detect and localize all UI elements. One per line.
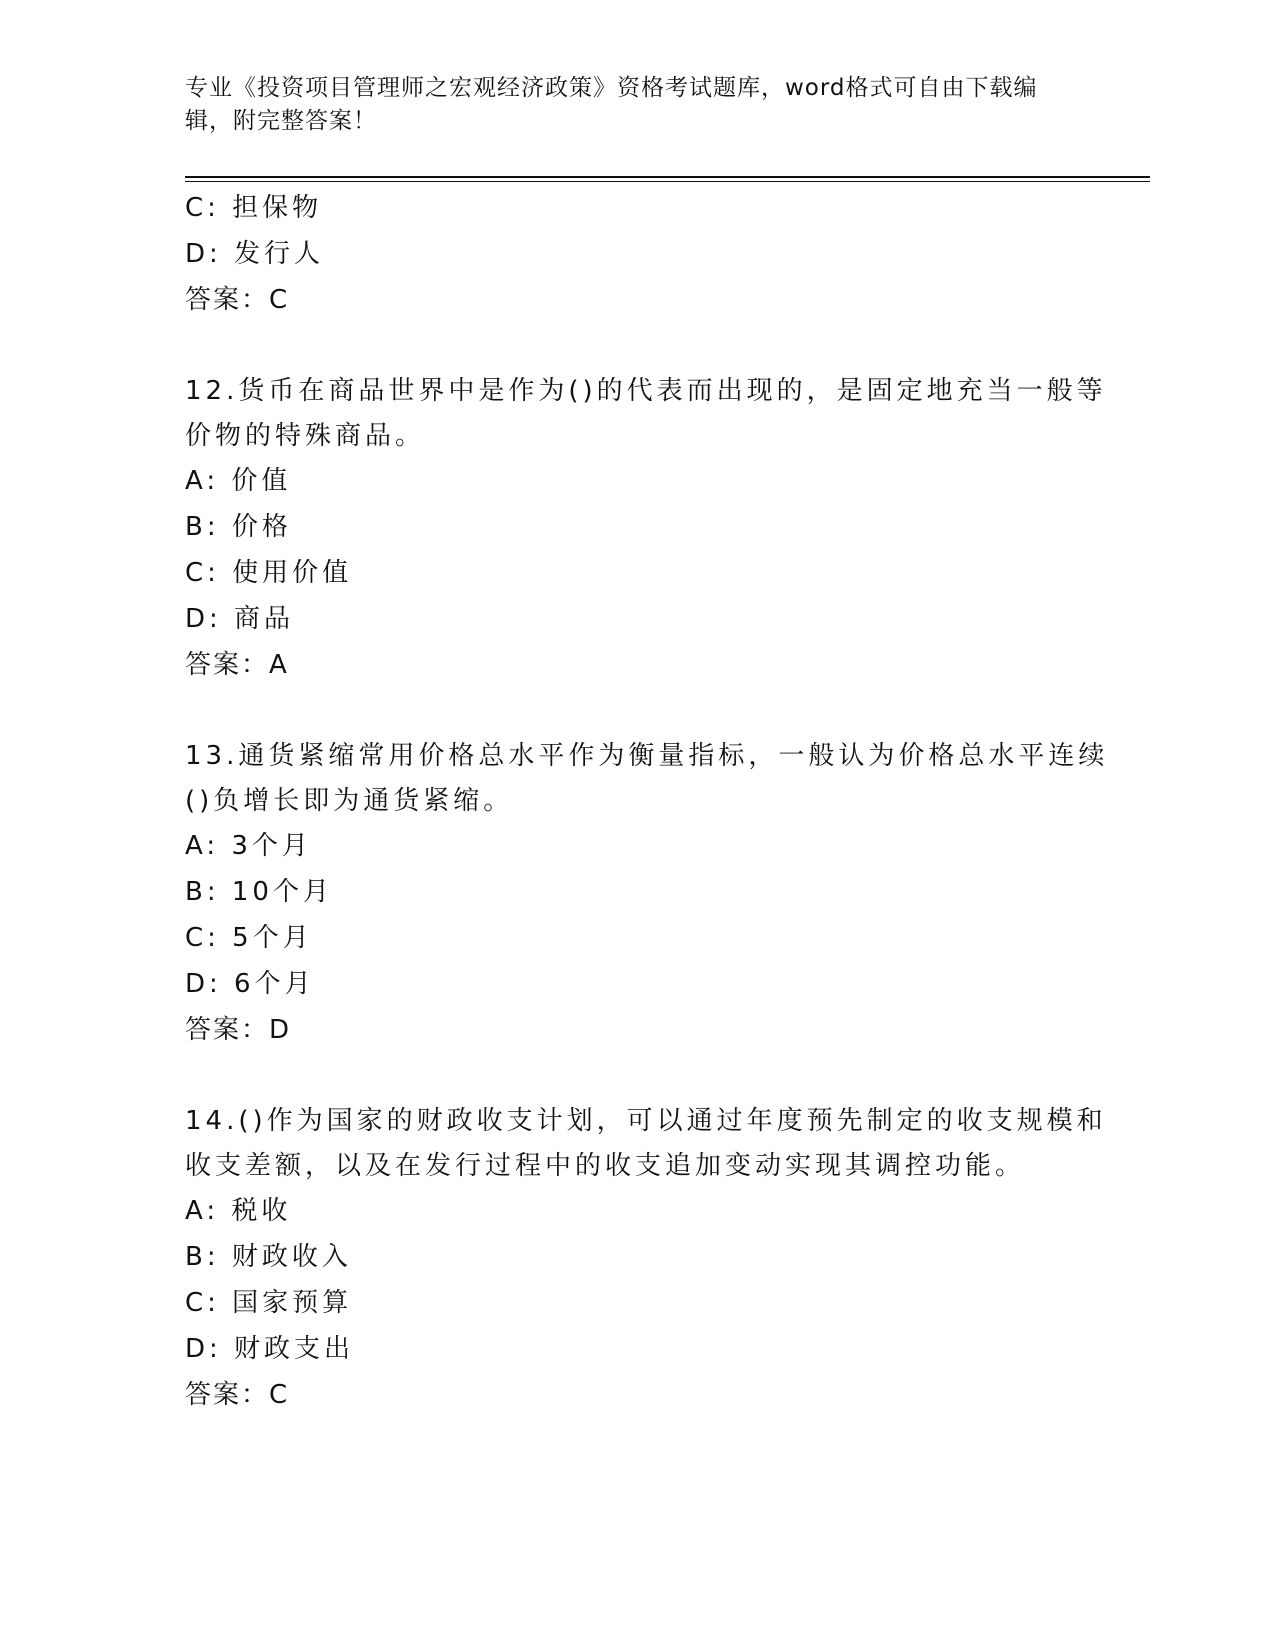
q12-option-d: D: 商品 — [185, 604, 295, 634]
q12-option-a: A: 价值 — [185, 466, 292, 496]
q12-option-c: C: 使用价值 — [185, 558, 353, 588]
question-11 — [185, 186, 1085, 324]
q12-stem-line-2: 价物的特殊商品。 — [185, 421, 426, 451]
q13-stem-line-1: 13.通货紧缩常用价格总水平作为衡量指标，一般认为价格总水平连续 — [185, 741, 1109, 771]
question-12 — [185, 369, 1107, 689]
spacer — [185, 1054, 1085, 1099]
question-13 — [185, 734, 1109, 1054]
q13-stem-line-2: ()负增长即为通货紧缩。 — [185, 786, 514, 816]
header-divider-thick — [185, 176, 1150, 178]
page-header — [185, 72, 1085, 138]
q11-answer: 答案：C — [185, 285, 290, 315]
q14-stem-line-2: 收支差额，以及在发行过程中的收支追加变动实现其调控功能。 — [185, 1151, 1026, 1181]
q14-stem-line-1: 14.()作为国家的财政收支计划，可以通过年度预先制定的收支规模和 — [185, 1106, 1107, 1136]
q14-option-b: B: 财政收入 — [185, 1242, 352, 1272]
q12-stem-line-1: 12.货币在商品世界中是作为()的代表而出现的，是固定地充当一般等 — [185, 376, 1107, 406]
q11-option-d: D: 发行人 — [185, 239, 325, 269]
question-list — [185, 186, 1109, 1419]
q13-option-b: B: 10个月 — [185, 877, 333, 907]
q13-option-d: D: 6个月 — [185, 969, 315, 999]
q11-option-c: C: 担保物 — [185, 193, 323, 223]
q13-option-a: A: 3个月 — [185, 831, 312, 861]
q12-answer: 答案：A — [185, 650, 289, 680]
q14-option-d: D: 财政支出 — [185, 1334, 355, 1364]
spacer — [185, 324, 1085, 369]
q12-option-b: B: 价格 — [185, 512, 292, 542]
q13-answer: 答案：D — [185, 1015, 292, 1045]
question-14 — [185, 1099, 1107, 1419]
header-divider-thin — [185, 181, 1150, 182]
header-line-2: 辑，附完整答案！ — [185, 108, 377, 134]
q14-answer: 答案：C — [185, 1380, 290, 1410]
header-line-1: 专业《投资项目管理师之宏观经济政策》资格考试题库，word格式可自由下载编 — [185, 75, 1038, 101]
q13-option-c: C: 5个月 — [185, 923, 313, 953]
spacer — [185, 689, 1085, 734]
q14-option-a: A: 税收 — [185, 1196, 292, 1226]
q14-option-c: C: 国家预算 — [185, 1288, 353, 1318]
